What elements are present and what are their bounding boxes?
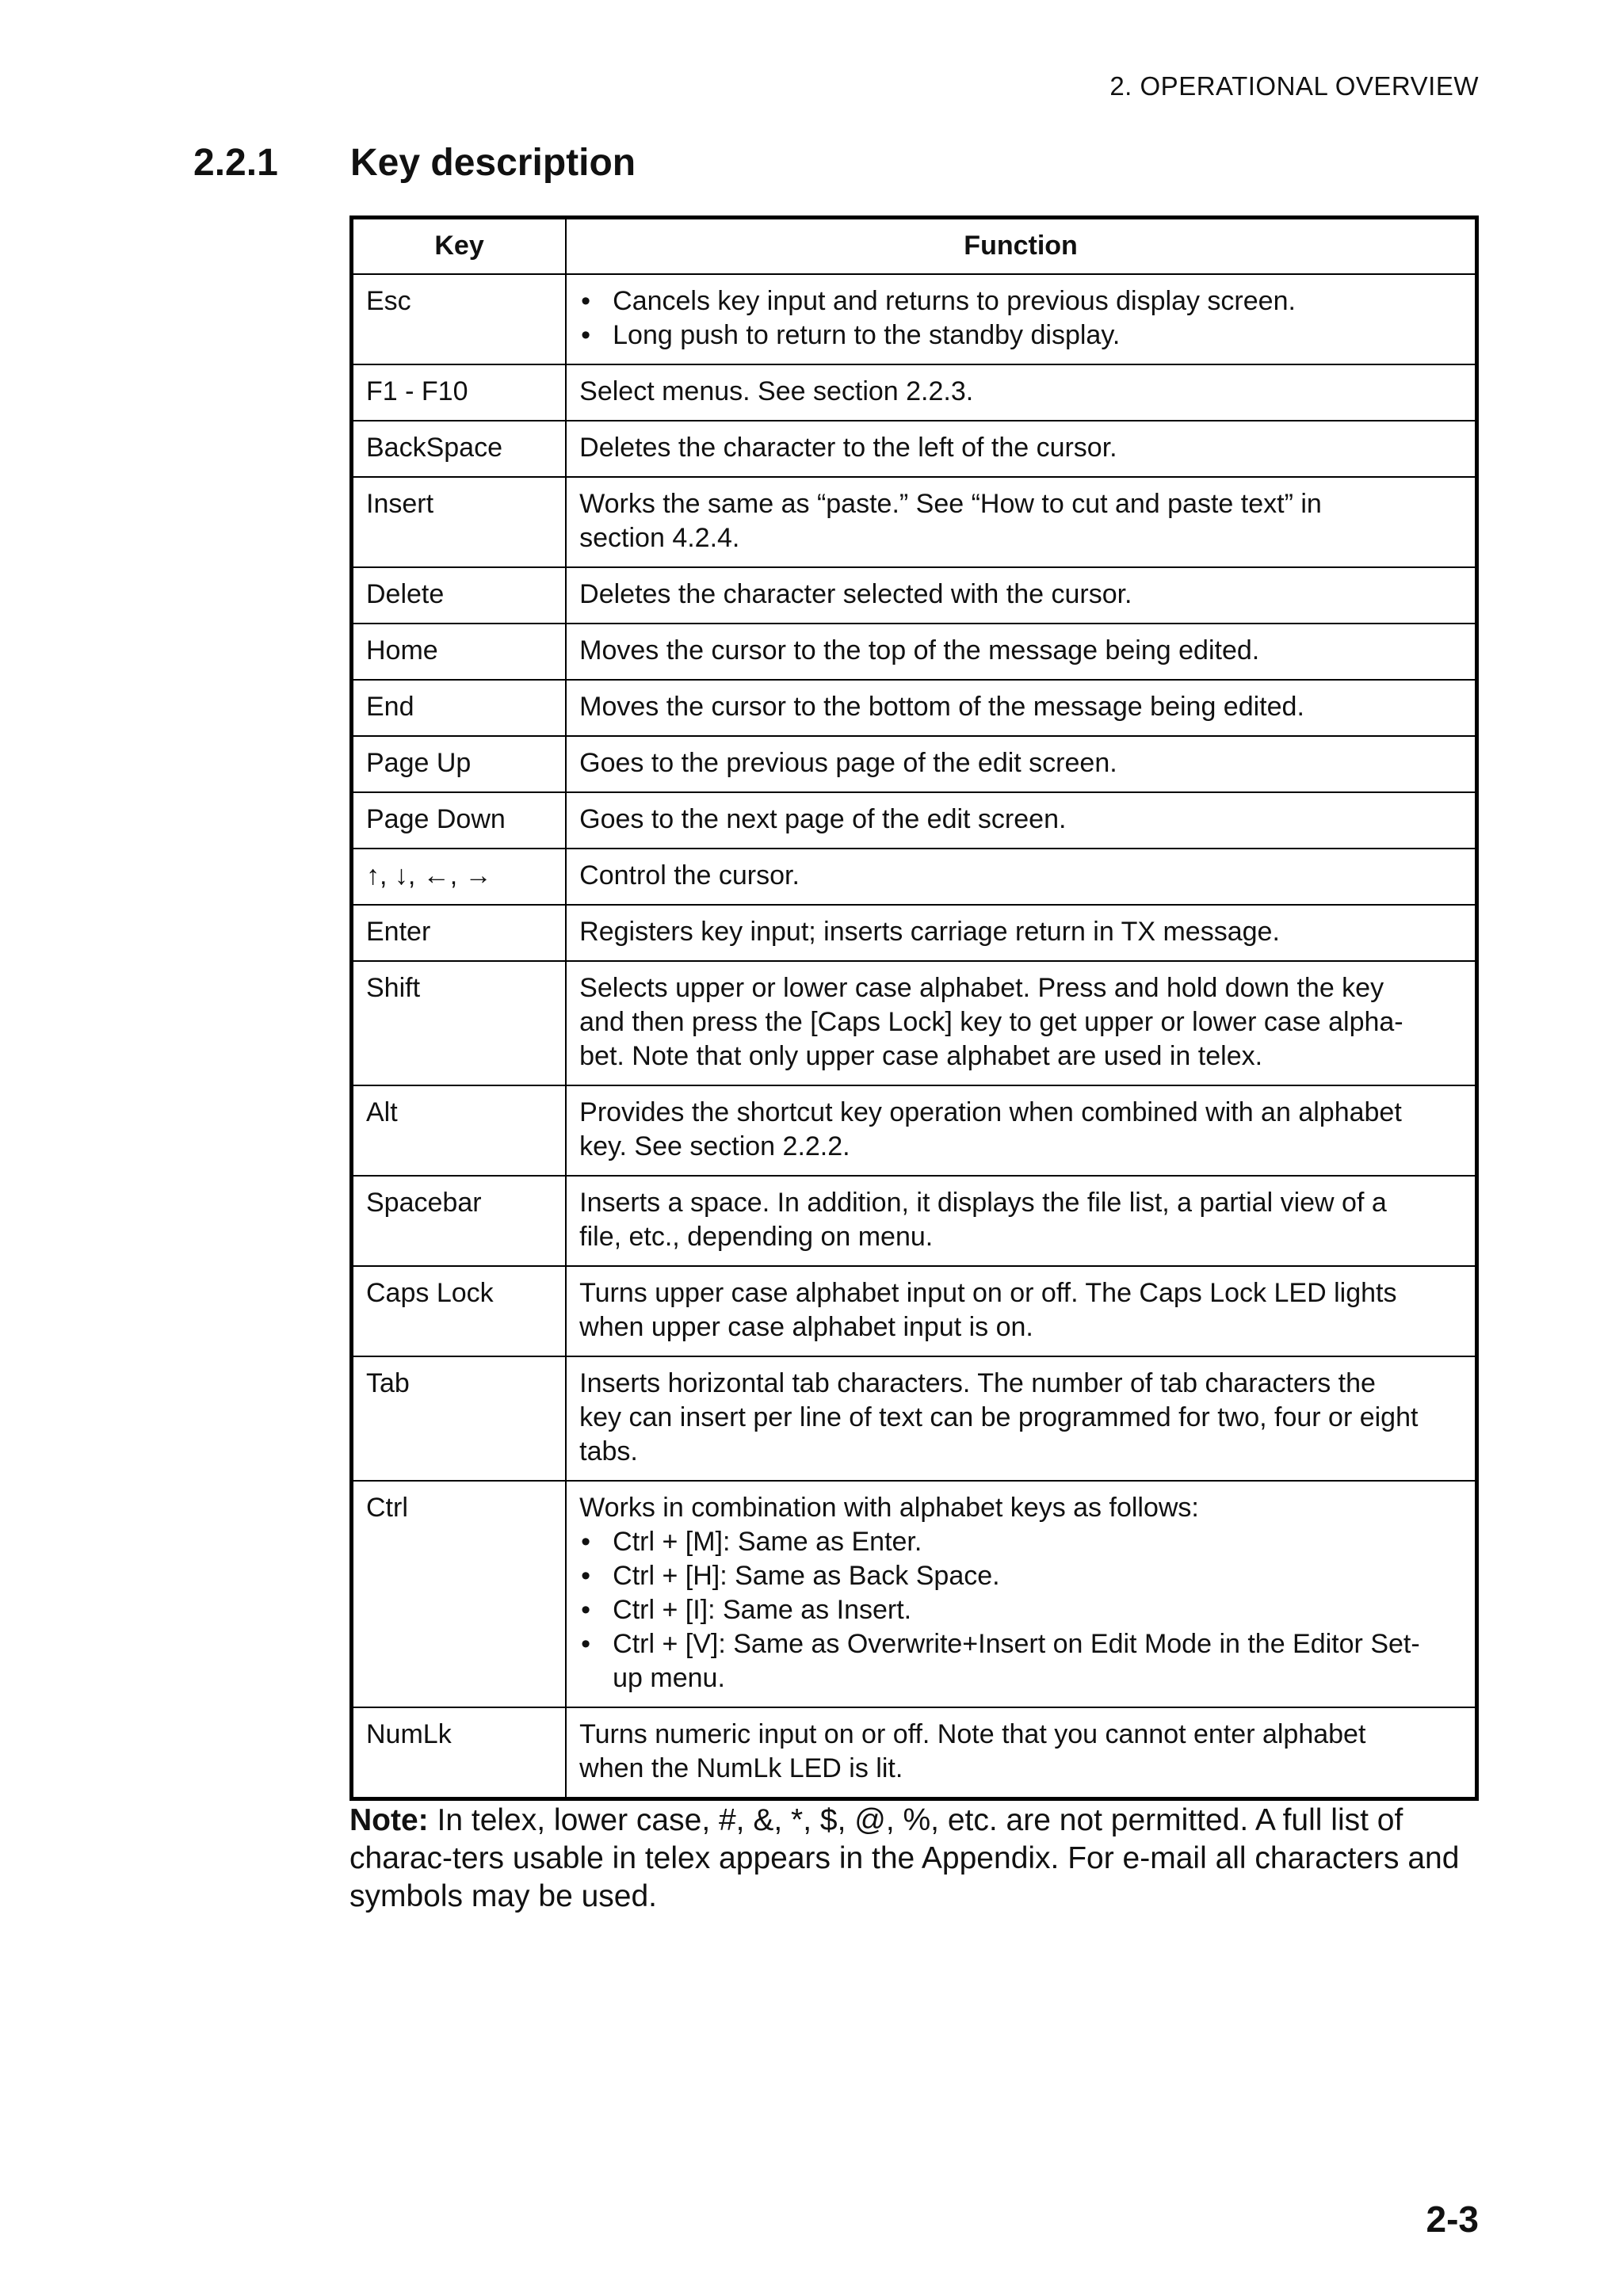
bullet-item bbox=[579, 1559, 1462, 1593]
bullet-item bbox=[579, 1525, 1462, 1559]
function-cell bbox=[566, 849, 1476, 905]
table-row bbox=[352, 961, 1477, 1085]
page-number: 2-3 bbox=[1426, 2199, 1479, 2240]
bullet-text: Long push to return to the standby display. bbox=[613, 320, 1121, 350]
key-cell: Shift bbox=[352, 961, 567, 1085]
key-cell: F1 - F10 bbox=[352, 364, 567, 421]
table-row bbox=[352, 1266, 1477, 1356]
function-text-line: Deletes the character selected with the cursor. bbox=[579, 579, 1132, 609]
bullet-item bbox=[579, 1627, 1462, 1695]
key-cell: Enter bbox=[352, 905, 567, 961]
table-row bbox=[352, 624, 1477, 680]
function-text-line: key can insert per line of text can be programmed for two, four or eight bbox=[579, 1402, 1419, 1432]
table-row bbox=[352, 680, 1477, 736]
function-cell bbox=[566, 792, 1476, 849]
function-text-line: Goes to the next page of the edit screen. bbox=[579, 804, 1067, 834]
table-row bbox=[352, 1481, 1477, 1707]
bullet-text: Cancels key input and returns to previous display screen. bbox=[613, 286, 1296, 316]
key-cell: Page Up bbox=[352, 736, 567, 792]
table-row bbox=[352, 849, 1477, 905]
bullet-icon: • bbox=[581, 1595, 591, 1625]
key-cell: NumLk bbox=[352, 1707, 567, 1799]
function-text-line: section 4.2.4. bbox=[579, 523, 740, 553]
bullet-text: Ctrl + [V]: Same as Overwrite+Insert on Edit Mode in the Editor Set- up menu. bbox=[613, 1629, 1420, 1693]
function-cell bbox=[566, 905, 1476, 961]
function-text-line: bet. Note that only upper case alphabet are used in telex. bbox=[579, 1041, 1263, 1071]
function-cell bbox=[566, 364, 1476, 421]
bullet-icon: • bbox=[581, 286, 591, 316]
function-text-line: tabs. bbox=[579, 1436, 638, 1466]
note-label: Note: bbox=[349, 1803, 429, 1837]
table-header-row bbox=[352, 218, 1477, 275]
bullet-icon: • bbox=[581, 1527, 591, 1557]
function-cell bbox=[566, 1356, 1476, 1481]
function-text-line: Control the cursor. bbox=[579, 860, 800, 891]
bullet-item bbox=[579, 318, 1462, 353]
bullet-item bbox=[579, 284, 1462, 318]
key-cell: Insert bbox=[352, 477, 567, 567]
table-row bbox=[352, 364, 1477, 421]
key-cell: Alt bbox=[352, 1085, 567, 1176]
running-header: 2. OPERATIONAL OVERVIEW bbox=[1109, 71, 1479, 101]
function-text-line: when the NumLk LED is lit. bbox=[579, 1753, 903, 1783]
function-cell bbox=[566, 1707, 1476, 1799]
function-text-line: Select menus. See section 2.2.3. bbox=[579, 376, 974, 406]
table-row bbox=[352, 905, 1477, 961]
function-cell bbox=[566, 1176, 1476, 1266]
function-cell bbox=[566, 961, 1476, 1085]
key-description-table bbox=[349, 215, 1479, 1801]
function-text-line: and then press the [Caps Lock] key to get upper or lower case alpha- bbox=[579, 1007, 1403, 1037]
function-text-line: when upper case alphabet input is on. bbox=[579, 1312, 1033, 1342]
function-text-line: Inserts horizontal tab characters. The number of tab characters the bbox=[579, 1368, 1376, 1398]
key-cell: Tab bbox=[352, 1356, 567, 1481]
function-text-line: Turns upper case alphabet input on or off. The Caps Lock LED lights bbox=[579, 1278, 1397, 1308]
table-body bbox=[352, 274, 1477, 1799]
table-row bbox=[352, 567, 1477, 624]
function-cell bbox=[566, 567, 1476, 624]
function-cell bbox=[566, 680, 1476, 736]
bullet-text: Ctrl + [H]: Same as Back Space. bbox=[613, 1561, 1000, 1591]
key-cell: Esc bbox=[352, 274, 567, 364]
function-text-line: Inserts a space. In addition, it displays the file list, a partial view of a bbox=[579, 1188, 1387, 1218]
function-text-line: Moves the cursor to the top of the message being edited. bbox=[579, 635, 1260, 666]
key-cell: Page Down bbox=[352, 792, 567, 849]
key-cell: Ctrl bbox=[352, 1481, 567, 1707]
bullet-item bbox=[579, 1593, 1462, 1627]
bullet-icon: • bbox=[581, 320, 591, 350]
table-row bbox=[352, 1356, 1477, 1481]
key-cell: Delete bbox=[352, 567, 567, 624]
function-cell bbox=[566, 736, 1476, 792]
function-text-line: Works the same as “paste.” See “How to cut and paste text” in bbox=[579, 489, 1322, 519]
key-cell: Spacebar bbox=[352, 1176, 567, 1266]
function-text-line: Deletes the character to the left of the cursor. bbox=[579, 433, 1117, 463]
table-row bbox=[352, 1085, 1477, 1176]
function-cell bbox=[566, 624, 1476, 680]
table-row bbox=[352, 274, 1477, 364]
table-row bbox=[352, 1707, 1477, 1799]
key-cell: BackSpace bbox=[352, 421, 567, 477]
table-row bbox=[352, 1176, 1477, 1266]
bullet-text: Ctrl + [M]: Same as Enter. bbox=[613, 1527, 922, 1557]
column-header-function: Function bbox=[566, 218, 1476, 275]
function-text-line: Provides the shortcut key operation when combined with an alphabet bbox=[579, 1097, 1402, 1127]
section-heading bbox=[193, 141, 636, 185]
function-text-line: Works in combination with alphabet keys as follows: bbox=[579, 1493, 1199, 1523]
function-text-line: Registers key input; inserts carriage return in TX message. bbox=[579, 917, 1280, 947]
function-cell bbox=[566, 421, 1476, 477]
table-row bbox=[352, 792, 1477, 849]
function-cell bbox=[566, 1085, 1476, 1176]
bullet-icon: • bbox=[581, 1629, 591, 1659]
key-cell: End bbox=[352, 680, 567, 736]
bullet-icon: • bbox=[581, 1561, 591, 1591]
column-header-key: Key bbox=[352, 218, 567, 275]
function-text-line: Turns numeric input on or off. Note that you cannot enter alphabet bbox=[579, 1719, 1366, 1749]
function-cell bbox=[566, 274, 1476, 364]
function-text-line: key. See section 2.2.2. bbox=[579, 1131, 850, 1161]
function-cell bbox=[566, 1266, 1476, 1356]
table-row bbox=[352, 736, 1477, 792]
function-text-line: Moves the cursor to the bottom of the message being edited. bbox=[579, 692, 1304, 722]
bullet-text: Ctrl + [I]: Same as Insert. bbox=[613, 1595, 912, 1625]
note-paragraph bbox=[349, 1802, 1483, 1916]
function-cell bbox=[566, 477, 1476, 567]
note-text: In telex, lower case, #, &, *, $, @, %, etc. are not permitted. A full list of charac-ters usable in telex appears in the Appendix. For e-mail all characters and symbols may be used. bbox=[349, 1803, 1460, 1913]
function-cell bbox=[566, 1481, 1476, 1707]
table-row bbox=[352, 421, 1477, 477]
key-cell: Caps Lock bbox=[352, 1266, 567, 1356]
function-text-line: Goes to the previous page of the edit screen. bbox=[579, 748, 1117, 778]
section-title: Key description bbox=[350, 142, 636, 184]
section-number: 2.2.1 bbox=[193, 142, 278, 184]
key-cell: Home bbox=[352, 624, 567, 680]
table-row bbox=[352, 477, 1477, 567]
key-cell: ↑, ↓, ←, → bbox=[352, 849, 567, 905]
function-text-line: Selects upper or lower case alphabet. Press and hold down the key bbox=[579, 973, 1384, 1003]
function-text-line: file, etc., depending on menu. bbox=[579, 1222, 934, 1252]
